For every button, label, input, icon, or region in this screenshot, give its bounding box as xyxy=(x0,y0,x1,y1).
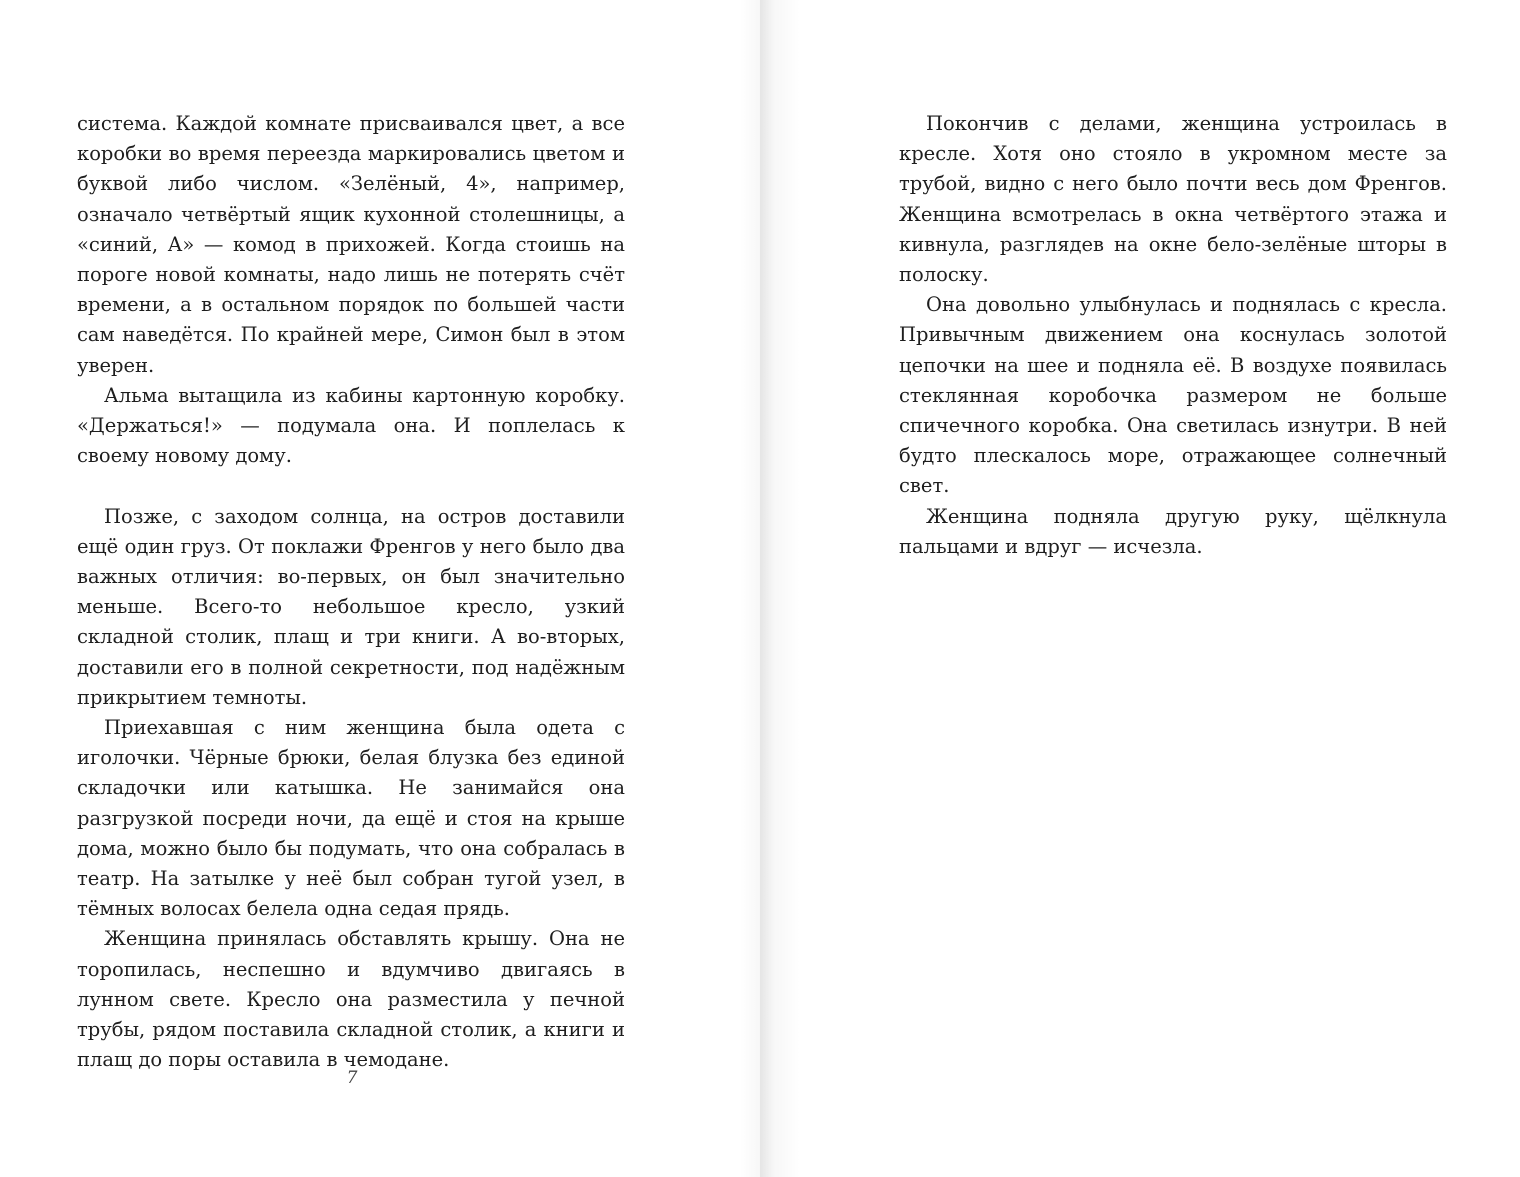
page-number: 7 xyxy=(346,1068,358,1088)
right-page-text xyxy=(899,109,1447,562)
paragraph: система. Каждой комнате присваивался цвет, а все коробки во время переезда маркировались цветом и буквой либо числом. «Зелёный, 4», например, означало четвёртый ящик кухонной столешницы, а «синий, А» — комод в прихожей. Когда стоишь на пороге новой комнаты, надо лишь не потерять счёт времени, а в остальном порядок по большей части сам наведётся. По крайней мере, Симон был в этом уверен. xyxy=(77,112,625,377)
right-page xyxy=(760,0,1520,1177)
paragraph: Она довольно улыбнулась и поднялась с кресла. Привычным движением она коснулась золотой цепочки на шее и подняла её. В воздухе появилась стеклянная коробочка размером не больше спичечного коробка. Она светилась изнутри. В ней будто плескалось море, отражающее солнечный свет. xyxy=(899,293,1447,498)
paragraph: Женщина подняла другую руку, щёлкнула пальцами и вдруг — исчезла. xyxy=(899,504,1447,558)
paragraph: Покончив с делами, женщина устроилась в кресле. Хотя оно стояло в укромном месте за трубой, видно с него было почти весь дом Френгов. Женщина всмотрелась в окна четвёртого этажа и кивнула, разглядев на окне бело-зелёные шторы в полоску. xyxy=(899,112,1447,287)
left-page-text xyxy=(77,109,625,1075)
paragraph: Альма вытащила из кабины картонную коробку. «Держаться!» — подумала она. И поплелась к своему новому дому. xyxy=(77,383,625,468)
paragraph: Позже, с заходом солнца, на остров доставили ещё один груз. От поклажи Френгов у него было два важных отличия: во-первых, он был значительно меньше. Всего-то небольшое кресло, узкий складной столик, плащ и три книги. А во-вторых, доставили его в полной секретности, под надёжным прикрытием темноты. xyxy=(77,504,625,709)
paragraph: Приехавшая с ним женщина была одета с иголочки. Чёрные брюки, белая блузка без единой складочки или катышка. Не занимайся она разгрузкой посреди ночи, да ещё и стоя на крыше дома, можно было бы подумать, что она собралась в театр. На затылке у неё был собран тугой узел, в тёмных волосах белела одна седая прядь. xyxy=(77,716,625,921)
section-break xyxy=(77,471,625,501)
paragraph: Женщина принялась обставлять крышу. Она не торопилась, неспешно и вдумчиво двигаясь в лунном свете. Кресло она разместила у печной трубы, рядом поставила складной столик, а книги и плащ до поры оставила в чемодане. xyxy=(77,927,625,1072)
